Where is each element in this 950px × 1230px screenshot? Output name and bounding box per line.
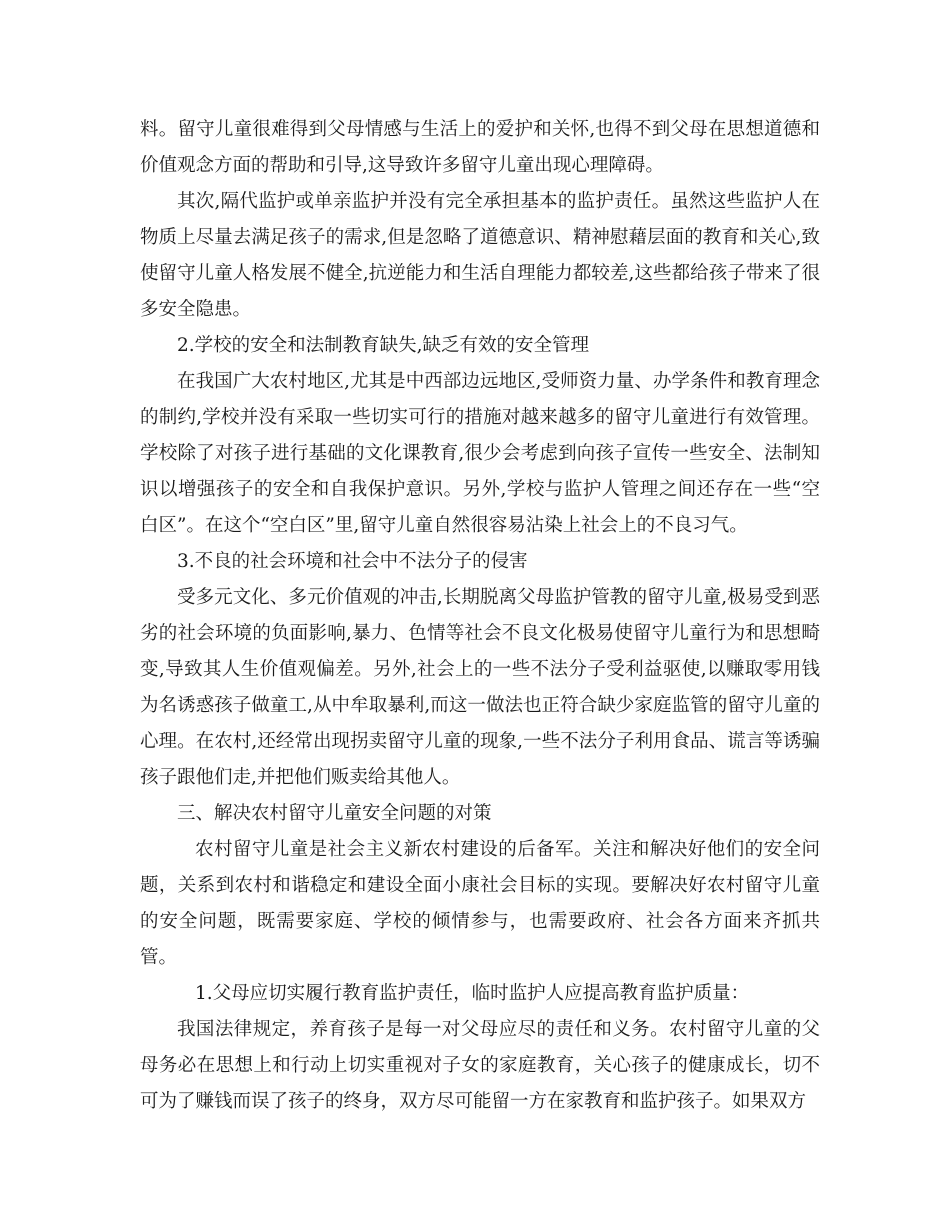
paragraph-guardianship: 其次,隔代监护或单亲监护并没有完全承担基本的监护责任。虽然这些监护人在物质上尽量去满足孩子的需求,但是忽略了道德意识、精神慰藉层面的教育和关心,致使留守儿童人格发展不健全,抗逆能力和生活自理能力都较差,这些都给孩子带来了很多安全隐患。 — [140, 191, 820, 320]
paragraph-legal-duty: 我国法律规定，养育孩子是每一对父母应尽的责任和义务。农村留守儿童的父母务必在思想上和行动上切实重视对子女的家庭教育，关心孩子的健康成长，切不可为了赚钱而误了孩子的终身，双方尽可能留一方在家教育和监护孩子。如果双方 — [140, 1019, 820, 1112]
paragraph-continuation: 料。留守儿童很难得到父母情感与生活上的爱护和关怀,也得不到父母在思想道德和价值观念方面的帮助和引导,这导致许多留守儿童出现心理障碍。 — [140, 119, 820, 176]
subheading-parental-responsibility: 1.父母应切实履行教育监护责任，临时监护人应提高教育监护质量： — [195, 983, 750, 1004]
section-heading-countermeasures: 三、解决农村留守儿童安全问题的对策 — [177, 803, 492, 824]
paragraph-countermeasures-intro: 农村留守儿童是社会主义新农村建设的后备军。关注和解决好他们的安全问题，关系到农村和谐稳定和建设全面小康社会目标的实现。要解决好农村留守儿童的安全问题，既需要家庭、学校的倾情参与，也需要政府、社会各方面来齐抓共管。 — [140, 839, 820, 968]
subheading-school-education: 2.学校的安全和法制教育缺失,缺乏有效的安全管理 — [177, 335, 590, 356]
subheading-social-environment: 3.不良的社会环境和社会中不法分子的侵害 — [177, 551, 528, 572]
document-body — [140, 112, 820, 1120]
paragraph-social-harm: 受多元文化、多元价值观的冲击,长期脱离父母监护管教的留守儿童,极易受到恶劣的社会环境的负面影响,暴力、色情等社会不良文化极易使留守儿童行为和思想畸变,导致其人生价值观偏差。另外,社会上的一些不法分子受利益驱使,以赚取零用钱为名诱惑孩子做童工,从中牟取暴利,而这一做法也正符合缺少家庭监管的留守儿童的心理。在农村,还经常出现拐卖留守儿童的现象,一些不法分子利用食品、谎言等诱骗孩子跟他们走,并把他们贩卖给其他人。 — [140, 587, 820, 788]
paragraph-school-management: 在我国广大农村地区,尤其是中西部边远地区,受师资力量、办学条件和教育理念的制约,学校并没有采取一些切实可行的措施对越来越多的留守儿童进行有效管理。学校除了对孩子进行基础的文化课教育,很少会考虑到向孩子宣传一些安全、法制知识以增强孩子的安全和自我保护意识。另外,学校与监护人管理之间还存在一些“空白区”。在这个“空白区”里,留守儿童自然很容易沾染上社会上的不良习气。 — [140, 371, 820, 536]
